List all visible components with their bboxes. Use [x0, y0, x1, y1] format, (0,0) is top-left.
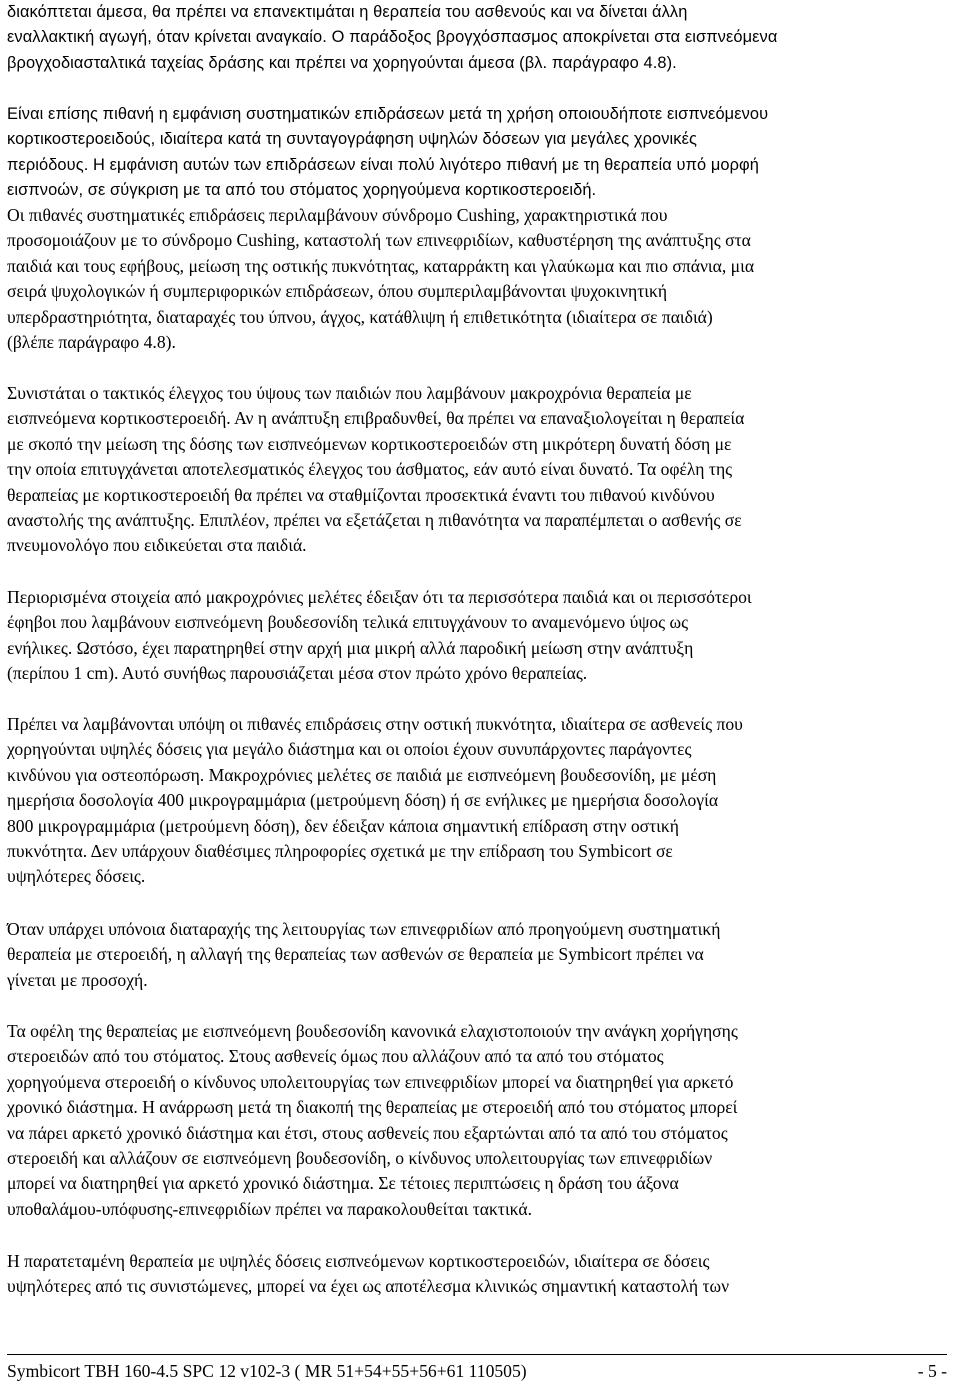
text-line: έφηβοι που λαμβάνουν εισπνεόμενη βουδεσονίδη τελικά επιτυγχάνουν το αναμενόμενο ύψος ως — [7, 612, 689, 633]
text-line: θεραπείας με κορτικοστεροειδή θα πρέπει να σταθμίζονται προσεκτικά έναντι του πιθανού κινδύνου — [7, 484, 715, 505]
text-line: (βλέπε παράγραφο 4.8). — [7, 332, 176, 353]
text-line: εισπνοών, σε σύγκριση με τα από του στόματος χορηγούμενα κορτικοστεροειδή. — [7, 181, 597, 200]
paragraph-long-term-studies — [7, 585, 947, 687]
text-line: σειρά ψυχολογικών ή συμπεριφορικών επιδράσεων, όπου συμπεριλαμβάνονται ψυχοκινητική — [7, 281, 668, 302]
paragraph-prolonged-treatment — [7, 1249, 947, 1300]
text-line: πνευμονολόγο που ειδικεύεται στα παιδιά. — [7, 535, 307, 556]
text-line: μπορεί να διατηρηθεί για αρκετό χρονικό διάστημα. Σε τέτοιες περιπτώσεις η δράση του άξονα — [7, 1173, 679, 1194]
paragraph-adrenal-suspicion — [7, 917, 947, 993]
text-line: Όταν υπάρχει υπόνοια διαταραχής της λειτουργίας των επινεφριδίων από προηγούμενη συστηματική — [7, 919, 721, 939]
text-line: χορηγούνται υψηλές δόσεις για μεγάλο διάστημα και οι οποίοι έχουν συνυπάρχοντες παράγοντες — [7, 739, 692, 760]
text-line: υψηλότερες δόσεις. — [7, 866, 146, 887]
text-line: βρογχοδιασταλτικά ταχείας δράσης και πρέπει να χορηγούνται άμεσα (βλ. παράγραφο 4.8). — [7, 53, 677, 72]
text-line: να πάρει αρκετό χρονικό διάστημα και έτσι, στους ασθενείς που εξαρτώνται από τα από του στόματος — [7, 1122, 728, 1143]
text-line: περιόδους. Η εμφάνιση αυτών των επιδράσεων είναι πολύ λιγότερο πιθανή με τη θεραπεία υπό μορφή — [7, 155, 759, 174]
text-line: ημερήσια δοσολογία 400 μικρογραμμάρια (μετρούμενη δόση) ή σε ενήλικες με ημερήσια δοσολογία — [7, 790, 719, 811]
text-line: υποθαλάμου-υπόφυσης-επινεφριδίων πρέπει να παρακολουθείται τακτικά. — [7, 1198, 533, 1219]
text-line: υψηλότερες από τις συνιστώμενες, μπορεί να έχει ως αποτέλεσμα κλινικώς σημαντική καταστολή των — [7, 1276, 730, 1297]
text-line: Οι πιθανές συστηματικές επιδράσεις περιλαμβάνουν σύνδρομο Cushing, χαρακτηριστικά που — [7, 205, 668, 225]
text-line: παιδιά και τους εφήβους, μείωση της οστικής πυκνότητας, καταρράκτη και γλαύκωμα και πιο σπάνια, μια — [7, 255, 755, 276]
text-line: την οποία επιτυγχάνεται αποτελεσματικός έλεγχος του άσθματος, εάν αυτό είναι δυνατό. Τα οφέλη της — [7, 459, 733, 480]
text-line: προσομοιάζουν με το σύνδρομο Cushing, καταστολή των επινεφριδίων, καθυστέρηση της ανάπτυξης στα — [7, 230, 751, 251]
page-footer — [7, 1354, 947, 1381]
text-line: χορηγούμενα στεροειδή ο κίνδυνος υπολειτουργίας των επινεφριδίων μπορεί να διατηρηθεί για αρκετό — [7, 1071, 734, 1092]
text-line: γίνεται με προσοχή. — [7, 969, 148, 990]
text-line: υπερδραστηριότητα, διαταραχές του ύπνου, άγχος, κατάθλιψη ή επιθετικότητα (ιδιαίτερα σε παιδιά) — [7, 306, 713, 327]
text-line: Περιορισμένα στοιχεία από μακροχρόνιες μελέτες έδειξαν ότι τα περισσότερα παιδιά και οι περισσότεροι — [7, 587, 752, 607]
text-line: Η παρατεταμένη θεραπεία με υψηλές δόσεις εισπνεόμενων κορτικοστεροειδών, ιδιαίτερα σε δόσεις — [7, 1251, 710, 1271]
text-line: Πρέπει να λαμβάνονται υπόψη οι πιθανές επιδράσεις στην οστική πυκνότητα, ιδιαίτερα σε ασθενείς που — [7, 714, 743, 734]
text-line: (περίπου 1 cm). Αυτό συνήθως παρουσιάζεται μέσα στον πρώτο χρόνο θεραπείας. — [7, 663, 588, 684]
text-line: στεροειδή και αλλάζουν σε εισπνεόμενη βουδεσονίδη, ο κίνδυνος υπολειτουργίας των επινεφριδίων — [7, 1148, 713, 1169]
text-line: στεροειδών από του στόματος. Στους ασθενείς όμως που αλλάζουν από τα από του στόματος — [7, 1046, 664, 1067]
text-line: με σκοπό την μείωση της δόσης των εισπνεόμενων κορτικοστεροειδών στη μικρότερη δυνατή δόση με — [7, 433, 732, 454]
text-line: εισπνεόμενα κορτικοστεροειδή. Αν η ανάπτυξη επιβραδυνθεί, θα πρέπει να επαναξιολογείται η θεραπεία — [7, 408, 745, 429]
text-line: κινδύνου για οστεοπόρωση. Μακροχρόνιες μελέτες σε παιδιά με εισπνεόμενη βουδεσονίδη, με μέση — [7, 764, 717, 785]
text-line: εναλλακτική αγωγή, όταν κρίνεται αναγκαίο. Ο παράδοξος βρογχόσπασμος αποκρίνεται στα εισπνεόμενα — [7, 28, 778, 47]
paragraph-oral-steroids — [7, 1019, 947, 1222]
paragraph-bone-density — [7, 712, 947, 890]
text-line: Είναι επίσης πιθανή η εμφάνιση συστηματικών επιδράσεων μετά τη χρήση οποιουδήποτε εισπνεόμενου — [7, 105, 769, 123]
text-line: ενήλικες. Ωστόσο, έχει παρατηρηθεί στην αρχή μια μικρή αλλά παροδική μείωση στην ανάπτυξη — [7, 637, 694, 658]
page-number: - 5 - — [917, 1361, 947, 1381]
text-line: Συνιστάται ο τακτικός έλεγχος του ύψους των παιδιών που λαμβάνουν μακροχρόνια θεραπεία με — [7, 383, 692, 403]
text-line: κορτικοστεροειδούς, ιδιαίτερα κατά τη συνταγογράφηση υψηλών δόσεων για μεγάλες χρονικές — [7, 130, 697, 149]
footer-document-id: Symbicort TBH 160-4.5 SPC 12 v102-3 ( MR 51+54+55+56+61 110505) — [7, 1361, 527, 1381]
text-line: Τα οφέλη της θεραπείας με εισπνεόμενη βουδεσονίδη κανονικά ελαχιστοποιούν την ανάγκη χορήγησης — [7, 1021, 738, 1041]
text-line: πυκνότητα. Δεν υπάρχουν διαθέσιμες πληροφορίες σχετικά με την επίδραση του Symbicort σε — [7, 841, 673, 862]
paragraph-height-monitoring — [7, 381, 947, 559]
paragraph-bronchospasm — [7, 0, 947, 76]
paragraph-systemic-effects — [7, 102, 947, 204]
text-line: θεραπεία με στεροειδή, η αλλαγή της θεραπείας των ασθενών σε θεραπεία με Symbicort πρέπει να — [7, 944, 704, 965]
text-line: 800 μικρογραμμάρια (μετρούμενη δόση), δεν έδειξαν κάποια σημαντική επίδραση στην οστική — [7, 815, 679, 836]
paragraph-possible-effects — [7, 203, 947, 355]
text-line: χρονικό διάστημα. Η ανάρρωση μετά τη διακοπή της θεραπείας με στεροειδή από του στόματος μπορεί — [7, 1097, 738, 1118]
text-line: διακόπτεται άμεσα, θα πρέπει να επανεκτιμάται η θεραπεία του ασθενούς και να δίνεται άλλη — [7, 3, 688, 21]
text-line: αναστολής της ανάπτυξης. Επιπλέον, πρέπει να εξετάζεται η πιθανότητα να παραπέμπεται ο ασθενής σε — [7, 510, 742, 531]
